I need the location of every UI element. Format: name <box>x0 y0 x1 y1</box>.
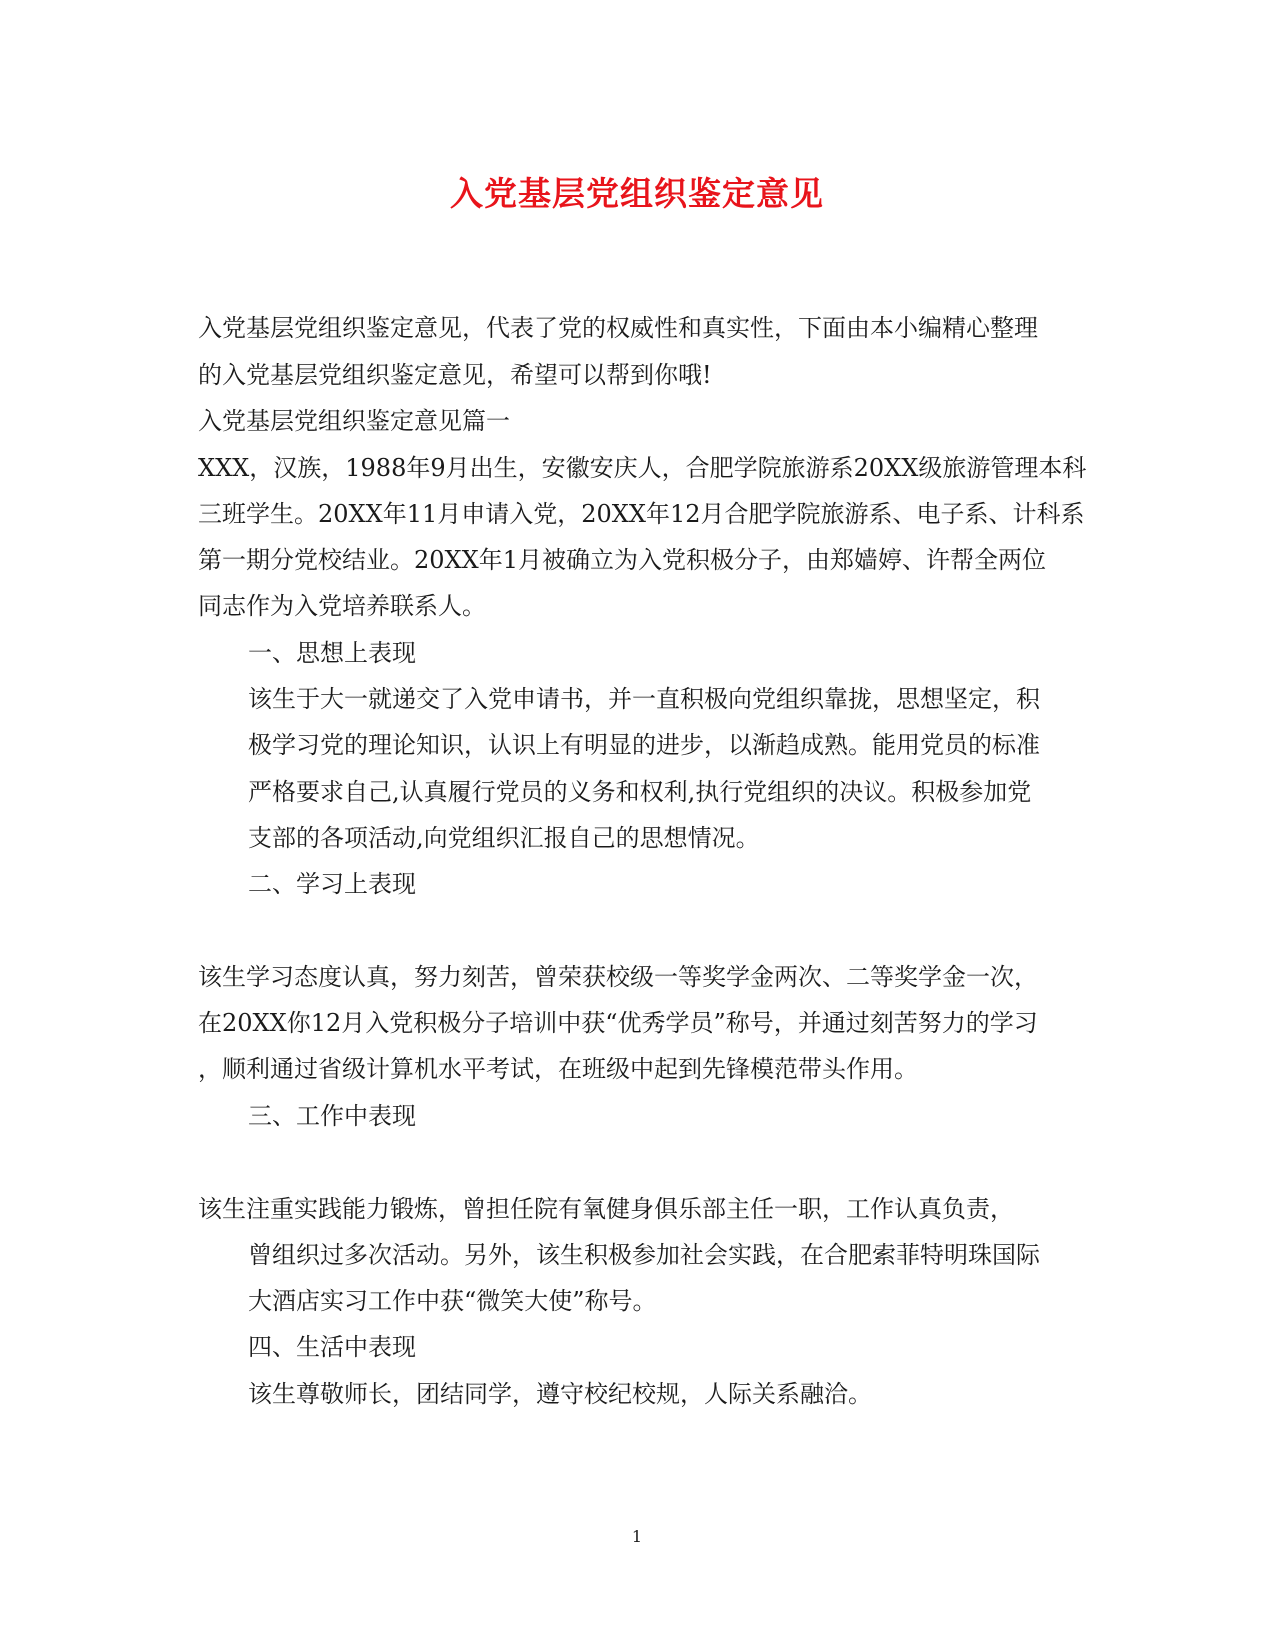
heading-life: 四、生活中表现 <box>248 1333 416 1361</box>
study-line-3: ，顺利通过省级计算机水平考试，在班级中起到先锋模范带头作用。 <box>198 1055 918 1083</box>
work-line-2: 曾组织过多次活动。另外，该生积极参加社会实践，在合肥索菲特明珠国际 <box>248 1241 1040 1269</box>
study-line-2: 在20XX你12月入党积极分子培训中获“优秀学员”称号，并通过刻苦努力的学习 <box>198 1009 1038 1037</box>
life-line-1: 该生尊敬师长，团结同学，遵守校纪校规，人际关系融洽。 <box>248 1380 872 1408</box>
work-line-3: 大酒店实习工作中获“微笑大使”称号。 <box>248 1287 657 1315</box>
section-heading-part-one: 入党基层党组织鉴定意见篇一 <box>198 407 510 435</box>
study-line-1: 该生学习态度认真，努力刻苦，曾荣获校级一等奖学金两次、二等奖学金一次， <box>198 963 1038 991</box>
bio-line-1: XXX，汉族，1988年9月出生，安徽安庆人，合肥学院旅游系20XX级旅游管理本科 <box>198 454 1087 482</box>
thought-line-3: 严格要求自己,认真履行党员的义务和权利,执行党组织的决议。积极参加党 <box>248 778 1032 806</box>
document-title: 入党基层党组织鉴定意见 <box>450 174 824 213</box>
heading-study: 二、学习上表现 <box>248 870 416 898</box>
thought-line-2: 极学习党的理论知识，认识上有明显的进步，以渐趋成熟。能用党员的标准 <box>248 731 1040 759</box>
work-line-1: 该生注重实践能力锻炼，曾担任院有氧健身俱乐部主任一职，工作认真负责， <box>198 1195 1014 1223</box>
heading-work: 三、工作中表现 <box>248 1102 416 1130</box>
thought-line-4: 支部的各项活动,向党组织汇报自己的思想情况。 <box>248 824 760 852</box>
bio-line-3: 第一期分党校结业。20XX年1月被确立为入党积极分子，由郑嫱婷、许帮全两位 <box>198 546 1046 574</box>
page-number: 1 <box>631 1527 643 1546</box>
intro-line-1: 入党基层党组织鉴定意见，代表了党的权威性和真实性，下面由本小编精心整理 <box>198 314 1038 342</box>
heading-thought: 一、思想上表现 <box>248 639 416 667</box>
bio-line-4: 同志作为入党培养联系人。 <box>198 592 486 620</box>
intro-line-2: 的入党基层党组织鉴定意见，希望可以帮到你哦! <box>198 361 712 389</box>
thought-line-1: 该生于大一就递交了入党申请书，并一直积极向党组织靠拢，思想坚定，积 <box>248 685 1040 713</box>
bio-line-2: 三班学生。20XX年11月申请入党，20XX年12月合肥学院旅游系、电子系、计科系 <box>198 500 1085 528</box>
